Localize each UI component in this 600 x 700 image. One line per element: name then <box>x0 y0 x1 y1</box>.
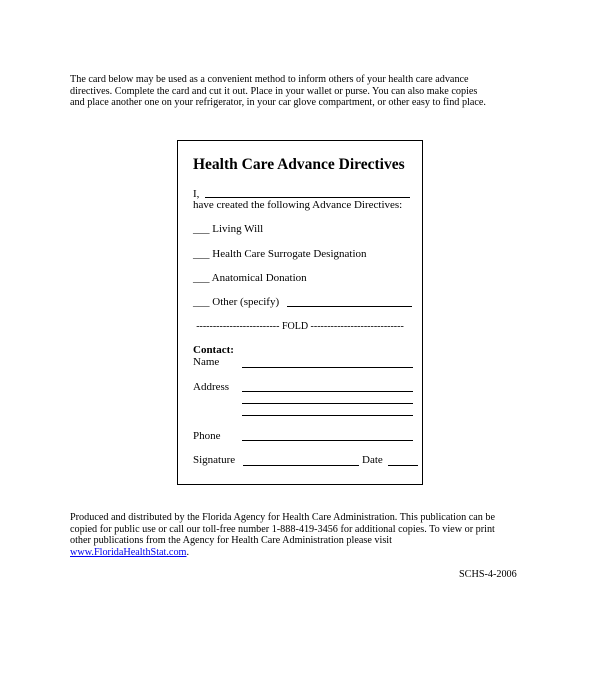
address-label: Address <box>193 381 230 393</box>
phone-label: Phone <box>193 430 221 442</box>
advance-directives-card <box>177 140 423 485</box>
footer-paragraph <box>70 512 530 558</box>
website-link[interactable]: www.FloridaHealthStat.com <box>70 546 187 558</box>
intro-line-2: directives. Complete the card and cut it out. Place in your wallet or purse. You can also make copies <box>70 85 478 97</box>
address-blank-2[interactable] <box>242 403 413 404</box>
card-title: Health Care Advance Directives <box>193 156 405 173</box>
date-blank[interactable] <box>388 465 418 466</box>
other-specify-blank[interactable] <box>287 306 412 307</box>
name-label: Name <box>193 356 220 368</box>
footer-line-3: other publications from the Agency for Health Care Administration please visit <box>70 535 392 547</box>
intro-paragraph <box>70 74 540 109</box>
footer-line-4 <box>70 547 530 559</box>
option-living-will[interactable]: ___ Living Will <box>193 223 264 235</box>
footer-line-1: Produced and distributed by the Florida Agency for Health Care Administration. This publication can be <box>70 512 496 523</box>
option-other-specify[interactable]: ___ Other (specify) <box>193 296 280 308</box>
intro-line-3: and place another one on your refrigerator, in your car glove compartment, or other easy to find place. <box>70 97 486 109</box>
document-code: SCHS-4-2006 <box>459 569 517 580</box>
date-label: Date <box>362 454 383 466</box>
address-blank-3[interactable] <box>242 415 413 416</box>
intro-line-1: The card below may be used as a convenient method to inform others of your health care advance <box>70 74 469 85</box>
option-surrogate-designation[interactable]: ___ Health Care Surrogate Designation <box>193 248 367 260</box>
contact-label: Contact: <box>193 344 234 356</box>
option-anatomical-donation[interactable]: ___ Anatomical Donation <box>193 272 307 284</box>
contact-name-blank[interactable] <box>242 367 413 368</box>
signature-blank[interactable] <box>243 465 359 466</box>
link-suffix: . <box>186 546 190 558</box>
name-blank-line[interactable] <box>205 197 410 198</box>
address-blank-1[interactable] <box>242 391 413 392</box>
i-label: I, <box>193 188 200 200</box>
fold-line: ------------------------- FOLD ---------------------------- <box>196 321 404 332</box>
created-text: have created the following Advance Directives: <box>193 199 403 211</box>
phone-blank[interactable] <box>242 440 413 441</box>
footer-line-2: copied for public use or call our toll-free number 1-888-419-3456 for additional copies. To view or print <box>70 523 495 535</box>
signature-label: Signature <box>193 454 236 466</box>
